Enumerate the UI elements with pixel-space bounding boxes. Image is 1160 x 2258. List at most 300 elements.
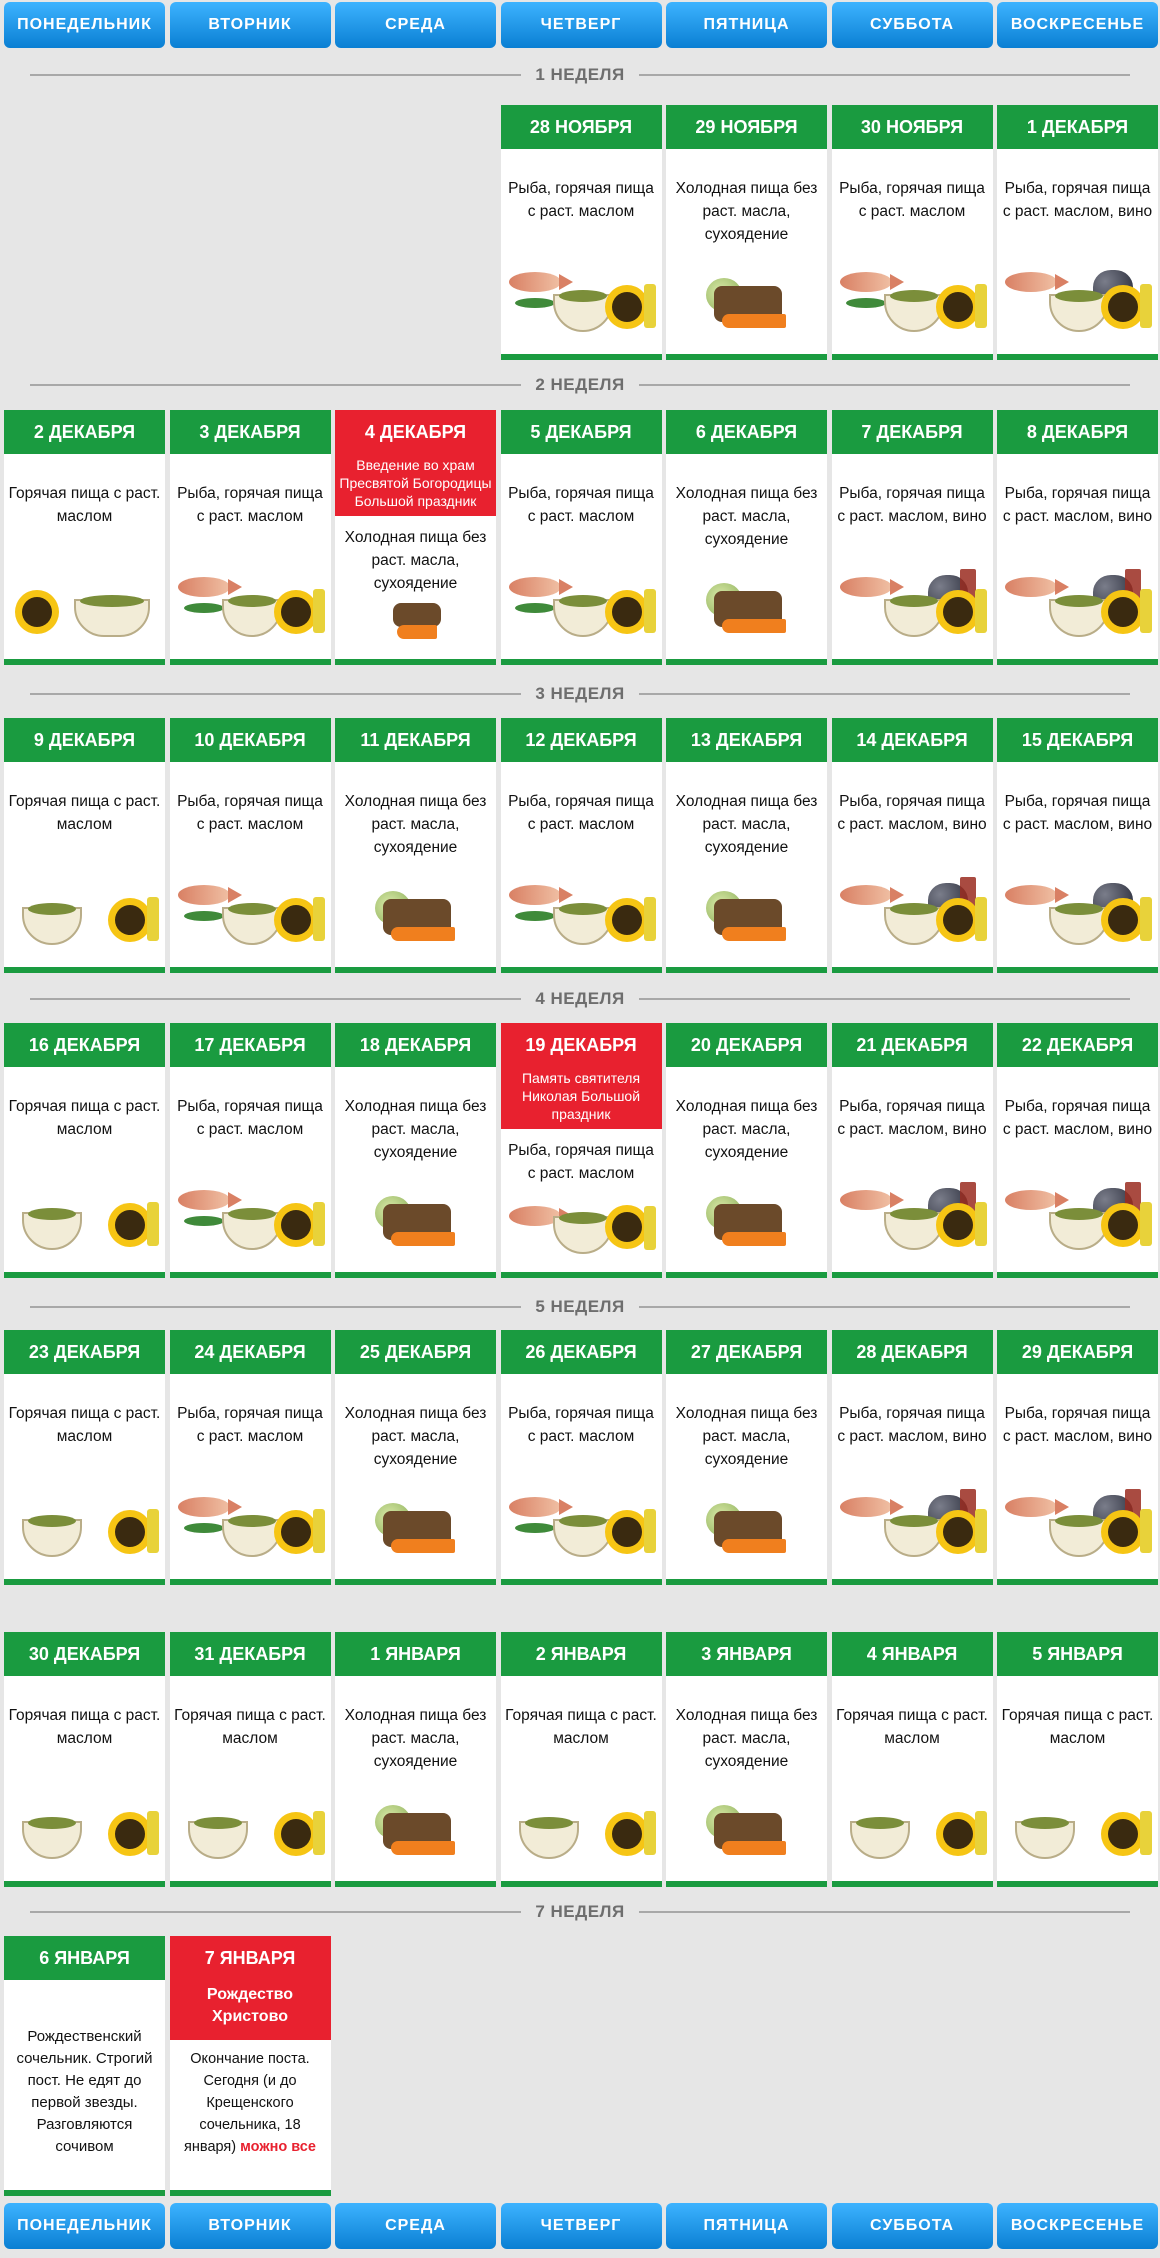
food-rule: Рыба, горячая пища с раст. маслом xyxy=(177,1405,323,1445)
food-icons xyxy=(666,877,827,953)
oil-bottle-icon xyxy=(1140,897,1152,941)
day-date: 26 ДЕКАБРЯ xyxy=(501,1330,662,1374)
day-date: 2 ДЕКАБРЯ xyxy=(4,410,165,454)
food-rule: Рыба, горячая пища с раст. маслом xyxy=(177,1098,323,1138)
week-row xyxy=(4,1632,1158,1887)
day-card xyxy=(997,1023,1158,1278)
food-rule: Горячая пища с раст. маслом xyxy=(1001,1707,1154,1747)
fish-icon xyxy=(509,577,561,597)
day-card xyxy=(666,1632,827,1887)
week-row xyxy=(4,105,1158,360)
day-card xyxy=(832,1023,993,1278)
day-card xyxy=(997,1330,1158,1585)
carrot-icon xyxy=(391,927,455,941)
sunflower-icon xyxy=(1108,292,1138,322)
day-card xyxy=(666,410,827,665)
day-card xyxy=(666,1330,827,1585)
fish-icon xyxy=(840,1497,892,1517)
food-icons xyxy=(170,1489,331,1565)
oil-bottle-icon xyxy=(1140,1509,1152,1553)
greens-icon xyxy=(846,298,886,308)
carrot-icon xyxy=(722,314,786,328)
week-label: 5 НЕДЕЛЯ xyxy=(16,1297,1144,1317)
oil-bottle-icon xyxy=(1140,1811,1152,1855)
day-date: 5 ДЕКАБРЯ xyxy=(501,410,662,454)
food-rule: Рождественский сочельник. Строгий пост. Не едят до первой звезды. Разговляются сочивом xyxy=(16,2028,153,2155)
food-rule: Рыба, горячая пища с раст. маслом, вино xyxy=(1002,180,1153,220)
oil-bottle-icon xyxy=(644,1509,656,1553)
food-icons xyxy=(832,569,993,645)
sunflower-icon xyxy=(612,1819,642,1849)
sunflower-icon xyxy=(943,292,973,322)
oil-bottle-icon xyxy=(1140,1202,1152,1246)
food-icons xyxy=(501,264,662,340)
soup-bowl-icon xyxy=(22,1519,82,1557)
day-card xyxy=(832,105,993,360)
carrot-icon xyxy=(391,1539,455,1553)
day-date: 7 ДЕКАБРЯ xyxy=(832,410,993,454)
soup-bowl-icon xyxy=(1049,1212,1109,1250)
day-card xyxy=(4,1023,165,1278)
food-icons xyxy=(997,877,1158,953)
day-card xyxy=(4,1632,165,1887)
day-card xyxy=(666,1023,827,1278)
food-icons xyxy=(501,1198,662,1258)
day-card xyxy=(832,1632,993,1887)
day-date: 1 ЯНВАРЯ xyxy=(335,1632,496,1676)
food-icons xyxy=(4,1791,165,1867)
day-card xyxy=(501,1023,662,1278)
day-date: 16 ДЕКАБРЯ xyxy=(4,1023,165,1067)
food-rule: Рыба, горячая пища с раст. маслом xyxy=(508,1142,654,1182)
day-card xyxy=(832,410,993,665)
day-date: 4 ДЕКАБРЯ xyxy=(335,410,496,454)
day-card xyxy=(666,105,827,360)
day-date: 8 ДЕКАБРЯ xyxy=(997,410,1158,454)
soup-bowl-icon xyxy=(222,907,282,945)
fish-icon xyxy=(178,1190,230,1210)
weekday-thursday: ЧЕТВЕРГ xyxy=(501,2,662,48)
food-rule: Холодная пища без раст. масла, сухоядение xyxy=(344,1405,487,1468)
day-date: 23 ДЕКАБРЯ xyxy=(4,1330,165,1374)
oil-bottle-icon xyxy=(644,897,656,941)
carrot-icon xyxy=(722,1232,786,1246)
food-rule: Рыба, горячая пища с раст. маслом, вино xyxy=(1002,485,1153,525)
oil-bottle-icon xyxy=(313,1811,325,1855)
sunflower-icon xyxy=(1108,1210,1138,1240)
food-rule: Холодная пища без раст. масла, сухоядение xyxy=(675,1405,818,1468)
week-row xyxy=(4,410,1158,665)
weekday-saturday: СУББОТА xyxy=(832,2,993,48)
sunflower-icon xyxy=(943,1210,973,1240)
day-card xyxy=(832,718,993,973)
carrot-icon xyxy=(391,1841,455,1855)
food-icons xyxy=(335,601,496,645)
day-date: 25 ДЕКАБРЯ xyxy=(335,1330,496,1374)
food-icons xyxy=(4,877,165,953)
weekday-wednesday: СРЕДА xyxy=(335,2,496,48)
day-card xyxy=(501,105,662,360)
day-date: 12 ДЕКАБРЯ xyxy=(501,718,662,762)
allowed-everything-label: можно все xyxy=(240,2139,316,2155)
sunflower-icon xyxy=(943,905,973,935)
day-card xyxy=(170,1023,331,1278)
day-date: 21 ДЕКАБРЯ xyxy=(832,1023,993,1067)
day-date: 9 ДЕКАБРЯ xyxy=(4,718,165,762)
sunflower-icon xyxy=(115,905,145,935)
oil-bottle-icon xyxy=(975,1509,987,1553)
oil-bottle-icon xyxy=(313,589,325,633)
week-label: 1 НЕДЕЛЯ xyxy=(16,65,1144,85)
food-rule: Рыба, горячая пища с раст. маслом xyxy=(177,793,323,833)
food-icons xyxy=(666,1489,827,1565)
food-rule: Рыба, горячая пища с раст. маслом, вино xyxy=(837,1405,987,1445)
soup-bowl-icon xyxy=(222,1519,282,1557)
food-icons xyxy=(501,569,662,645)
food-rule: Горячая пища с раст. маслом xyxy=(8,1098,161,1138)
feast-label: Введение во храм Пресвятой Богородицы Большой праздник xyxy=(335,454,496,516)
fish-icon xyxy=(840,272,892,292)
weekday-header-bottom xyxy=(4,2203,1158,2249)
sunflower-icon xyxy=(1108,597,1138,627)
food-rule: Холодная пища без раст. масла, сухоядение xyxy=(675,1098,818,1161)
carrot-icon xyxy=(397,625,437,639)
food-rule: Горячая пища с раст. маслом xyxy=(8,793,161,833)
day-card xyxy=(997,410,1158,665)
day-date: 28 НОЯБРЯ xyxy=(501,105,662,149)
fish-icon xyxy=(178,577,230,597)
day-date: 4 ЯНВАРЯ xyxy=(832,1632,993,1676)
sunflower-icon xyxy=(115,1819,145,1849)
fish-icon xyxy=(1005,272,1057,292)
day-date: 10 ДЕКАБРЯ xyxy=(170,718,331,762)
food-icons xyxy=(335,877,496,953)
day-date: 14 ДЕКАБРЯ xyxy=(832,718,993,762)
oil-bottle-icon xyxy=(313,897,325,941)
oil-bottle-icon xyxy=(644,589,656,633)
day-card-empty xyxy=(4,105,165,360)
bread-icon xyxy=(393,603,441,627)
soup-bowl-icon xyxy=(553,599,613,637)
food-rule: Холодная пища без раст. масла, сухоядение xyxy=(675,180,818,243)
food-icons xyxy=(4,1489,165,1565)
fish-icon xyxy=(178,885,230,905)
food-rule: Горячая пища с раст. маслом xyxy=(8,1707,161,1747)
carrot-icon xyxy=(722,1539,786,1553)
food-rule: Горячая пища с раст. маслом xyxy=(836,1707,988,1747)
greens-icon xyxy=(184,911,224,921)
day-date: 20 ДЕКАБРЯ xyxy=(666,1023,827,1067)
week-label: 2 НЕДЕЛЯ xyxy=(16,375,1144,395)
soup-bowl-icon xyxy=(553,294,613,332)
day-date: 22 ДЕКАБРЯ xyxy=(997,1023,1158,1067)
sunflower-icon xyxy=(943,597,973,627)
oil-bottle-icon xyxy=(644,1811,656,1855)
soup-bowl-icon xyxy=(22,1821,82,1859)
week-row xyxy=(4,1330,1158,1585)
sunflower-icon xyxy=(1108,1819,1138,1849)
soup-bowl-icon xyxy=(1049,1519,1109,1557)
day-card xyxy=(997,718,1158,973)
week-row xyxy=(4,1023,1158,1278)
weekday-sunday: ВОСКРЕСЕНЬЕ xyxy=(997,2203,1158,2249)
day-date: 29 НОЯБРЯ xyxy=(666,105,827,149)
day-date: 19 ДЕКАБРЯ xyxy=(501,1023,662,1067)
day-card xyxy=(501,718,662,973)
food-rule: Рыба, горячая пища с раст. маслом, вино xyxy=(837,793,987,833)
day-date: 18 ДЕКАБРЯ xyxy=(335,1023,496,1067)
weekday-friday: ПЯТНИЦА xyxy=(666,2203,827,2249)
day-card xyxy=(4,718,165,973)
greens-icon xyxy=(184,1523,224,1533)
food-icons xyxy=(335,1489,496,1565)
soup-bowl-icon xyxy=(884,1212,944,1250)
oil-bottle-icon xyxy=(147,1202,159,1246)
fish-icon xyxy=(509,272,561,292)
greens-icon xyxy=(515,1523,555,1533)
food-rule: Рыба, горячая пища с раст. маслом xyxy=(508,180,654,220)
soup-bowl-icon xyxy=(553,907,613,945)
fish-icon xyxy=(840,885,892,905)
sunflower-icon xyxy=(281,1819,311,1849)
fish-icon xyxy=(509,885,561,905)
food-icons xyxy=(666,569,827,645)
soup-bowl-icon xyxy=(553,1216,613,1254)
food-icons xyxy=(832,264,993,340)
food-rule: Рыба, горячая пища с раст. маслом xyxy=(177,485,323,525)
oil-bottle-icon xyxy=(975,1811,987,1855)
food-icons xyxy=(997,1182,1158,1258)
food-icons xyxy=(666,1182,827,1258)
day-date: 1 ДЕКАБРЯ xyxy=(997,105,1158,149)
soup-bowl-icon xyxy=(553,1519,613,1557)
food-icons xyxy=(997,1489,1158,1565)
food-rule: Горячая пища с раст. маслом xyxy=(174,1707,326,1747)
day-date: 28 ДЕКАБРЯ xyxy=(832,1330,993,1374)
soup-bowl-icon xyxy=(1049,599,1109,637)
day-card xyxy=(501,1330,662,1585)
day-card xyxy=(170,1936,331,2196)
greens-icon xyxy=(515,911,555,921)
weekday-monday: ПОНЕДЕЛЬНИК xyxy=(4,2,165,48)
day-card xyxy=(335,1023,496,1278)
fish-icon xyxy=(178,1497,230,1517)
fish-icon xyxy=(1005,885,1057,905)
food-icons xyxy=(501,1791,662,1867)
soup-bowl-icon xyxy=(188,1821,248,1859)
sunflower-icon xyxy=(281,1210,311,1240)
oil-bottle-icon xyxy=(147,1811,159,1855)
soup-bowl-icon xyxy=(850,1821,910,1859)
feast-label: Память святителя Николая Большой праздник xyxy=(501,1067,662,1129)
food-rule: Рыба, горячая пища с раст. маслом xyxy=(508,485,654,525)
carrot-icon xyxy=(391,1232,455,1246)
day-date: 31 ДЕКАБРЯ xyxy=(170,1632,331,1676)
food-icons xyxy=(335,1791,496,1867)
food-icons xyxy=(170,877,331,953)
day-card-empty xyxy=(335,105,496,360)
day-card xyxy=(997,105,1158,360)
soup-bowl-icon xyxy=(1049,907,1109,945)
day-card xyxy=(4,1936,165,2196)
soup-bowl-icon xyxy=(22,1212,82,1250)
fish-icon xyxy=(840,1190,892,1210)
day-date: 15 ДЕКАБРЯ xyxy=(997,718,1158,762)
food-icons xyxy=(170,569,331,645)
sunflower-icon xyxy=(115,1517,145,1547)
food-icons xyxy=(170,1791,331,1867)
food-rule: Холодная пища без раст. масла, сухоядение xyxy=(344,793,487,856)
food-rule: Рыба, горячая пища с раст. маслом, вино xyxy=(837,485,987,525)
oil-bottle-icon xyxy=(644,1206,656,1250)
oil-bottle-icon xyxy=(975,1202,987,1246)
food-rule: Холодная пища без раст. масла, сухоядение xyxy=(675,485,818,548)
sunflower-icon xyxy=(943,1517,973,1547)
greens-icon xyxy=(515,298,555,308)
food-icons xyxy=(666,1791,827,1867)
oil-bottle-icon xyxy=(147,897,159,941)
feast-label: Рождество Христово xyxy=(170,1980,331,2040)
weekday-tuesday: ВТОРНИК xyxy=(170,2203,331,2249)
sunflower-icon xyxy=(612,1212,642,1242)
day-date: 6 ДЕКАБРЯ xyxy=(666,410,827,454)
day-card xyxy=(335,1632,496,1887)
day-card xyxy=(170,1632,331,1887)
food-rule: Рыба, горячая пища с раст. маслом xyxy=(508,793,654,833)
sunflower-icon xyxy=(612,905,642,935)
week-row xyxy=(4,1936,1158,2196)
day-card xyxy=(4,410,165,665)
oil-bottle-icon xyxy=(975,897,987,941)
week-row xyxy=(4,718,1158,973)
food-rule: Горячая пища с раст. маслом xyxy=(8,485,161,525)
food-rule: Холодная пища без раст. масла, сухоядение xyxy=(344,1707,487,1770)
fish-icon xyxy=(509,1497,561,1517)
day-date: 11 ДЕКАБРЯ xyxy=(335,718,496,762)
sunflower-icon xyxy=(612,292,642,322)
day-card xyxy=(170,410,331,665)
weekday-tuesday: ВТОРНИК xyxy=(170,2,331,48)
soup-bowl-icon xyxy=(519,1821,579,1859)
carrot-icon xyxy=(722,1841,786,1855)
day-date: 24 ДЕКАБРЯ xyxy=(170,1330,331,1374)
fish-icon xyxy=(1005,1497,1057,1517)
day-date: 17 ДЕКАБРЯ xyxy=(170,1023,331,1067)
day-date: 30 ДЕКАБРЯ xyxy=(4,1632,165,1676)
soup-bowl-icon xyxy=(884,1519,944,1557)
soup-bowl-icon xyxy=(222,599,282,637)
food-icons xyxy=(832,1182,993,1258)
day-card xyxy=(832,1330,993,1585)
food-icons xyxy=(501,1489,662,1565)
food-rule: Холодная пища без раст. масла, сухоядение xyxy=(675,793,818,856)
weekday-header-top xyxy=(4,2,1158,48)
weekday-wednesday: СРЕДА xyxy=(335,2203,496,2249)
day-card-empty xyxy=(170,105,331,360)
sunflower-icon xyxy=(1108,905,1138,935)
greens-icon xyxy=(515,603,555,613)
food-icons xyxy=(997,569,1158,645)
post-end-text: Окончание поста. Сегодня (и до Крещенского сочельника, 18 января) xyxy=(184,2051,310,2155)
carrot-icon xyxy=(722,619,786,633)
food-icons xyxy=(832,877,993,953)
soup-bowl-icon xyxy=(884,907,944,945)
food-rule: Холодная пища без раст. масла, сухоядение xyxy=(344,529,487,592)
greens-icon xyxy=(184,603,224,613)
weekday-monday: ПОНЕДЕЛЬНИК xyxy=(4,2203,165,2249)
day-date: 2 ЯНВАРЯ xyxy=(501,1632,662,1676)
soup-bowl-icon xyxy=(74,599,150,637)
day-date: 3 ДЕКАБРЯ xyxy=(170,410,331,454)
sunflower-icon xyxy=(22,597,52,627)
food-rule: Рыба, горячая пища с раст. маслом, вино xyxy=(1002,793,1153,833)
day-card xyxy=(997,1632,1158,1887)
weekday-friday: ПЯТНИЦА xyxy=(666,2,827,48)
oil-bottle-icon xyxy=(644,284,656,328)
greens-icon xyxy=(184,1216,224,1226)
sunflower-icon xyxy=(943,1819,973,1849)
food-rule: Холодная пища без раст. масла, сухоядение xyxy=(675,1707,818,1770)
weekday-sunday: ВОСКРЕСЕНЬЕ xyxy=(997,2,1158,48)
soup-bowl-icon xyxy=(222,1212,282,1250)
day-card xyxy=(170,1330,331,1585)
fish-icon xyxy=(840,577,892,597)
weekday-thursday: ЧЕТВЕРГ xyxy=(501,2203,662,2249)
food-icons xyxy=(4,569,165,645)
week-label: 3 НЕДЕЛЯ xyxy=(16,684,1144,704)
day-card xyxy=(501,1632,662,1887)
day-date: 13 ДЕКАБРЯ xyxy=(666,718,827,762)
oil-bottle-icon xyxy=(147,1509,159,1553)
week-label: 4 НЕДЕЛЯ xyxy=(16,989,1144,1009)
food-rule: Горячая пища с раст. маслом xyxy=(8,1405,161,1445)
food-icons xyxy=(832,1791,993,1867)
day-date: 27 ДЕКАБРЯ xyxy=(666,1330,827,1374)
food-icons xyxy=(170,1182,331,1258)
day-card xyxy=(501,410,662,665)
day-card xyxy=(335,410,496,665)
soup-bowl-icon xyxy=(1015,1821,1075,1859)
food-icons xyxy=(4,1182,165,1258)
oil-bottle-icon xyxy=(975,284,987,328)
oil-bottle-icon xyxy=(313,1202,325,1246)
food-icons xyxy=(335,1182,496,1258)
carrot-icon xyxy=(722,927,786,941)
day-card xyxy=(170,718,331,973)
food-rule: Рыба, горячая пища с раст. маслом xyxy=(839,180,985,220)
food-rule: Рыба, горячая пища с раст. маслом xyxy=(508,1405,654,1445)
sunflower-icon xyxy=(281,905,311,935)
food-icons xyxy=(501,877,662,953)
day-date: 6 ЯНВАРЯ xyxy=(4,1936,165,1980)
food-rule: Холодная пища без раст. масла, сухоядение xyxy=(344,1098,487,1161)
sunflower-icon xyxy=(115,1210,145,1240)
fish-icon xyxy=(1005,1190,1057,1210)
week-label: 7 НЕДЕЛЯ xyxy=(16,1902,1144,1922)
food-icons xyxy=(832,1489,993,1565)
soup-bowl-icon xyxy=(884,294,944,332)
food-rule: Горячая пища с раст. маслом xyxy=(505,1707,657,1747)
soup-bowl-icon xyxy=(884,599,944,637)
day-date: 7 ЯНВАРЯ xyxy=(170,1936,331,1980)
food-rule: Рыба, горячая пища с раст. маслом, вино xyxy=(1002,1405,1153,1445)
food-icons xyxy=(997,1791,1158,1867)
food-rule xyxy=(170,2048,331,2158)
day-date: 30 НОЯБРЯ xyxy=(832,105,993,149)
weekday-saturday: СУББОТА xyxy=(832,2203,993,2249)
sunflower-icon xyxy=(1108,1517,1138,1547)
food-rule: Рыба, горячая пища с раст. маслом, вино xyxy=(1002,1098,1153,1138)
